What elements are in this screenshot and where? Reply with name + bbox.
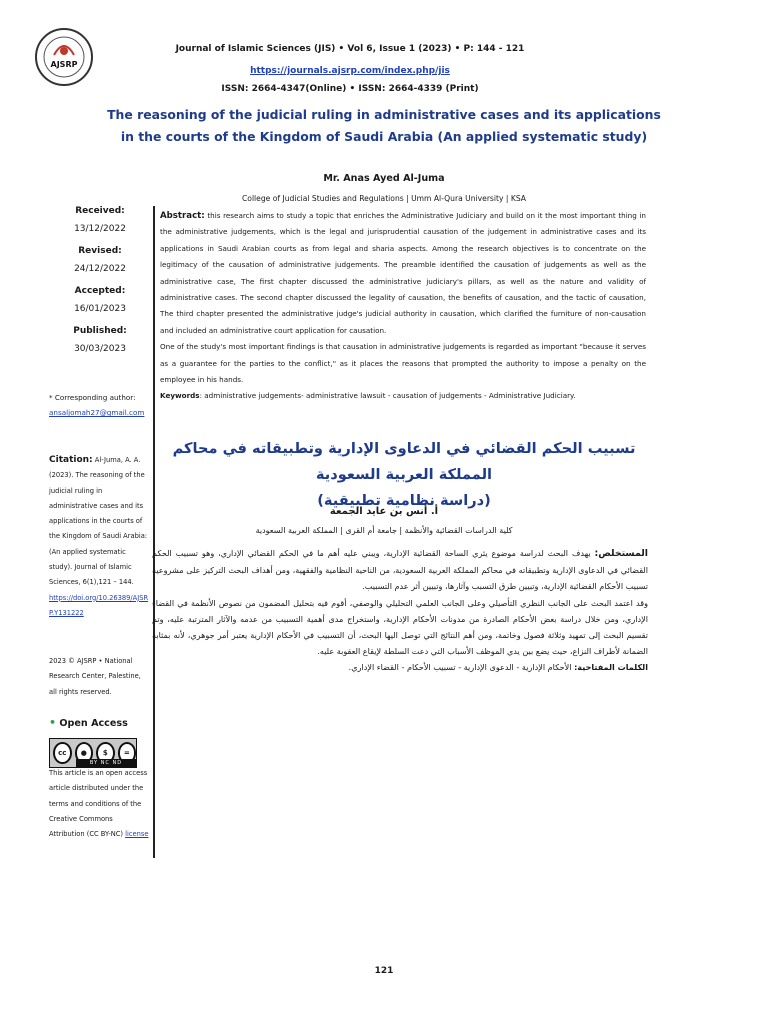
cc-circle-icon: cc (53, 742, 72, 764)
copyright-notice: 2023 © AJSRP • National Research Center, Palestine, all rights reserved. (49, 657, 141, 696)
published-date: 30/03/2023 (74, 344, 126, 354)
license-link[interactable]: license (125, 830, 149, 839)
citation-doi-link[interactable]: https://doi.org/10.26389/AJSRP.Y131222 (49, 593, 149, 617)
sidebar-divider (153, 206, 155, 858)
license-text: This article is an open access article distributed under the terms and conditions of the Creative Commons Attribution (CC BY-NC) (49, 769, 148, 839)
journal-issn-line: ISSN: 2664-4347(Online) • ISSN: 2664-4339 (Print) (221, 84, 479, 94)
abstract-paragraph-1 (160, 208, 646, 339)
revised-label: Revised: (78, 246, 122, 256)
journal-url-link[interactable]: https://journals.ajsrp.com/index.php/jis (250, 66, 450, 76)
cc-nd-icon: = (118, 742, 137, 764)
arabic-title (160, 436, 648, 514)
english-title (80, 104, 688, 148)
article-dates-sidebar (48, 206, 152, 366)
arabic-abstract-paragraph-1 (152, 545, 648, 595)
accepted-label: Accepted: (74, 286, 126, 296)
author-affiliation: College of Judicial Studies and Regulations | Umm Al-Qura University | KSA (242, 194, 526, 203)
corresponding-author-label: * Corresponding author: (49, 393, 136, 402)
logo-text: AJSRP (50, 60, 78, 69)
corresponding-author-email[interactable]: ansaljomah27@gmail.com (49, 408, 145, 417)
abstract-label: Abstract: (160, 211, 205, 221)
cc-nc-icon: $ (96, 742, 115, 764)
license-notice (49, 766, 149, 842)
keywords-label: Keywords (160, 391, 200, 401)
corresponding-author (49, 390, 149, 420)
arabic-author-name: أ. أنس بن عايد الجمعة (329, 506, 439, 517)
cc-by-icon: ● (75, 742, 94, 764)
abstract-text-1: this research aims to study a topic that enriches the Administrative Judiciary and build on it the most important thing in the administrative judgements, which is the legal and jurisprudential causation of the judgement in administrative cases and its applications in Saudi Arabian courts as from legal and sharia aspects. Among the research objectives is to concentrate on the legitimacy of the causation of administrative judgements. The preamble identified the causation of judgements as well as the administrative case, The first chapter discussed the administrative judiciary's pillars, as well as the nature and validity of administrative cases. The second chapter discussed the legality of causation, the benefits of causation, and the tactic of causation, The third chapter presented the administrative judge's judicial authority in causation, which clarified the furniture of non-causation and included an administrative court application for causation. (160, 211, 646, 335)
author-name: Mr. Anas Ayed Al-Juma (323, 173, 445, 184)
published-label: Published: (73, 326, 127, 336)
arabic-keywords-label: الكلمات المفتاحية: (574, 662, 648, 673)
keywords-text: : administrative judgements- administrative lawsuit - causation of judgements - Administrative Judiciary. (199, 391, 576, 401)
revised-date: 24/12/2022 (74, 264, 126, 274)
citation-block (49, 453, 149, 621)
open-access-label (49, 716, 128, 729)
received-date: 13/12/2022 (74, 224, 126, 234)
arabic-abstract (152, 545, 648, 676)
cc-badge-strip: BY NC ND (76, 759, 136, 767)
arabic-keywords-text: الأحكام الإدارية - الدعوى الإدارية - تسبيب الأحكام - القضاء الإداري. (348, 662, 572, 673)
creative-commons-badge-icon[interactable] (49, 738, 137, 768)
journal-citation-line: Journal of Islamic Sciences (JIS) • Vol 6, Issue 1 (2023) • P: 144 - 121 (175, 44, 525, 54)
received-label: Received: (75, 206, 125, 216)
open-access-bullet-icon: • (49, 716, 57, 729)
english-title-line-1: The reasoning of the judicial ruling in administrative cases and its applications (107, 107, 661, 122)
page-number: 121 (374, 966, 394, 976)
arabic-abstract-paragraph-2: وقد اعتمد البحث على الجانب النظري التأصيلي وعلى الجانب العلمي التحليلي والوصفي، أقوم فيه بتحليل المضمون من نصوص الأنظمة في القضاء الإداري، ومن خلال دراسة بعض الأحكام الصادرة من مدونات الأحكام الإدارية، واستخراج مدى أهمية التسبيب من عدمه والآثار المترتبة عليه، وتم تقسيم البحث إلى تمهيد وثلاثة فصول وخاتمة، ومن أهم النتائج التي توصل اليها البحث، أن التسبيب في الأحكام الإدارية يعتبر أمر جوهري، لأنه بمثابة الضمانة لأطراف النزاع، حيث يضع بين يدي الموظف الأسباب التي دعت السلطة لإيقاع العقوبة عليه. (152, 597, 648, 657)
arabic-title-line-2: (دراسة نظامية تطبيقية) (317, 492, 491, 509)
arabic-abstract-label: المستخلص: (594, 548, 648, 559)
citation-text: Al-Juma, A. A. (2023). The reasoning of the judicial ruling in administrative cases and its applications in the courts of the Kingdom of Saudi Arabia: (An applied systematic study). Journal of Islamic Sciences, 6(1),121 – 144. (49, 456, 148, 587)
english-abstract (160, 208, 646, 405)
journal-logo (34, 27, 94, 87)
arabic-keywords-line (152, 659, 648, 675)
accepted-date: 16/01/2023 (74, 304, 126, 314)
arabic-title-line-1: تسبيب الحكم القضائي في الدعاوى الإدارية وتطبيقاته في محاكم المملكة العربية السعودية (172, 440, 636, 483)
open-access-text: Open Access (59, 718, 128, 729)
keywords-line (160, 388, 646, 404)
arabic-abstract-text-1: يهدف البحث لدراسة موضوع يثري الساحة القضائية الإدارية، ويبني عليه أهم ما في الحكم القضائي الإداري، وهو تسبيب الحكم القضائي في الدعاوى الإدارية وتطبيقاته في محاكم المملكة العربية السعودية، من الناحية النظامية والفقهية، ومن أهداف البحث التركيز على مشروعية تسبيب الأحكام القضائية الإدارية، وتبيين طرق التسبب وآثارها، وتبيين أثر عدم التسبيب. (152, 548, 648, 592)
citation-label: Citation: (49, 455, 93, 465)
arabic-author-affiliation: كلية الدراسات القضائية والأنظمة | جامعة أم القرى | المملكة العربية السعودية (255, 526, 513, 535)
abstract-paragraph-2: One of the study's most important findings is that causation in administrative judgements is regarded as important "because it serves as a guarantee for the parties to the conflict," as it places the reasons that prompted the authority to impose a penalty on the employee in his hands. (160, 342, 646, 385)
english-title-line-2: in the courts of the Kingdom of Saudi Arabia (An applied systematic study) (120, 129, 648, 144)
